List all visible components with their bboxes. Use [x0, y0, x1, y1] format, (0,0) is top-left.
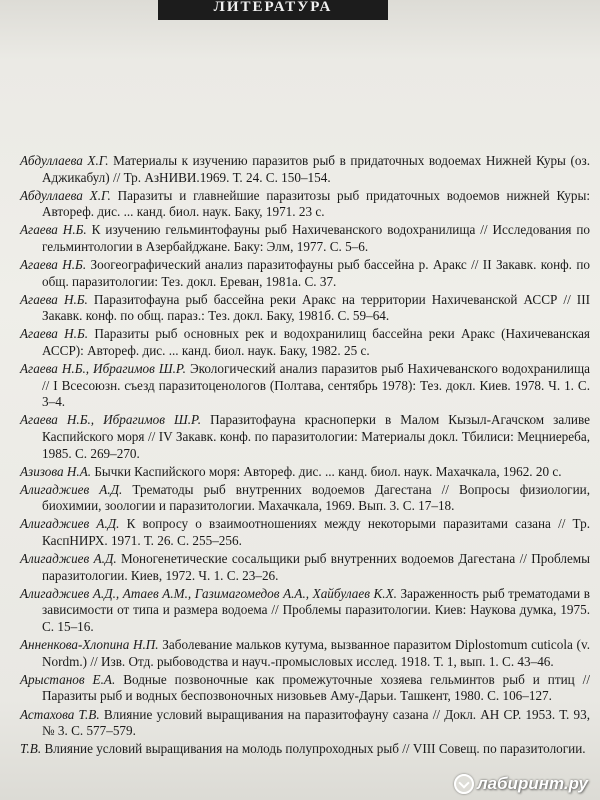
bibliography-entry — [20, 464, 590, 481]
entry-author: Т.В. — [20, 741, 42, 757]
bibliography-entry — [20, 516, 590, 549]
entry-text: Водные позвоночные как промежуточные хозяева гельминтов рыб и птиц // Паразиты рыб и водных беспозвоночных низовьев Аму-Дарьи. Ташкент, 1980. С. 106–127. — [42, 671, 590, 704]
entry-author: Агаева Н.Б., Ибрагимов Ш.Р. — [20, 361, 186, 377]
section-title: ЛИТЕРАТУРА — [213, 0, 333, 15]
watermark-text: лабиринт.ру — [477, 774, 588, 793]
entry-text: Трематоды рыб внутренних водоемов Дагестана // Вопросы физиологии, биохимии, зоологии и паразитологии. Махачкала, 1969. Вып. 3. С. 17–18. — [42, 481, 590, 514]
entry-text: Заболевание мальков кутума, вызванное паразитом Diplostomum cuticola (v. Nordm.) // Изв. Отд. рыбоводства и науч.-промысловых исслед. 1918. Т. 1, вып. 1. С. 43–46. — [42, 637, 590, 669]
check-circle-icon — [454, 774, 474, 794]
entry-text: Паразитофауна рыб бассейна реки Аракс на территории Нахичеванской АССР // III Закавк. конф. по общ. параз.: Тез. докл. Баку, 1981б. С. 59–64. — [42, 291, 590, 324]
entry-author: Агаева Н.Б. — [20, 257, 87, 273]
entry-author: Абдуллаева Х.Г. — [20, 153, 109, 168]
entry-text: К вопросу о взаимоотношениях между некоторыми паразитами сазана // Тр. КаспНИРХ. 1971. Т. 26. С. 255–256. — [42, 516, 590, 549]
watermark — [454, 774, 588, 794]
entry-author: Алигаджиев А.Д. — [20, 516, 120, 532]
entry-author: Агаева Н.Б., Ибрагимов Ш.Р. — [20, 412, 202, 428]
entry-author: Арыстанов Е.А. — [20, 671, 116, 687]
entry-author: Азизова Н.А. — [20, 463, 92, 479]
entry-text: Зоогеографический анализ паразитофауны рыб бассейна р. Аракс // II Закавк. конф. по общ. паразитологии: Тез. докл. Ереван, 1981а. С. 37. — [42, 257, 590, 289]
bibliography-entry — [20, 672, 590, 705]
entry-author: Абдуллаева Х.Г. — [20, 187, 111, 203]
entry-text: Моногенетические сосальщики рыб внутренних водоемов Дагестана // Проблемы паразитологии. Киев, 1972. Ч. 1. С. 23–26. — [42, 551, 590, 583]
entry-text: Материалы к изучению паразитов рыб в придаточных водоемах Нижней Куры (оз. Аджикабул) // Тр. АзНИВИ.1969. Т. 24. С. 150–154. — [42, 153, 590, 185]
entry-author: Астахова Т.В. — [20, 706, 100, 722]
bibliography-entry — [20, 326, 590, 359]
bibliography-entry — [20, 637, 590, 670]
entry-text: Паразиты рыб основных рек и водохранилищ бассейна реки Аракс (Нахичеванская АССР): Автореф. дис. ... канд. биол. наук. Баку, 1982. 25 с. — [42, 326, 591, 359]
entry-author: Агаева Н.Б. — [20, 222, 87, 238]
entry-text: Влияние условий выращивания на паразитофауну сазана // Докл. АН СР. 1953. Т. 93, № 3. С. 577–579. — [42, 706, 590, 739]
bibliography-entry — [20, 741, 590, 758]
bibliography-entry — [20, 257, 590, 290]
bibliography-entry — [20, 188, 590, 221]
entry-author: Агаева Н.Б. — [20, 326, 89, 342]
entry-author: Алигаджиев А.Д. — [20, 481, 123, 497]
entry-text: Экологический анализ паразитов рыб Нахичеванского водохранилища // I Всесоюзн. съезд паразитоценологов (Полтава, сентябрь 1978): Тез. докл. Киев. 1978. Ч. 1. С. 3–4. — [42, 361, 590, 410]
section-header-bar — [158, 0, 388, 20]
entry-text: К изучению гельминтофауны рыб Нахичеванского водохранилища // Исследования по гельминтологии в Азербайджане. Баку: Элм, 1977. С. 5–6. — [42, 222, 590, 254]
entry-author: Алигаджиев А.Д. — [20, 551, 117, 567]
bibliography-entry — [20, 361, 590, 411]
bibliography-entry — [20, 412, 590, 462]
entry-author: Анненкова-Хлопина Н.П. — [20, 637, 159, 653]
bibliography-entry — [20, 707, 590, 740]
bibliography-list — [20, 153, 590, 759]
bibliography-entry — [20, 551, 590, 584]
bibliography-entry — [20, 222, 590, 255]
entry-author: Агаева Н.Б. — [20, 291, 88, 307]
entry-text: Паразиты и главнейшие паразитозы рыб придаточных водоемов нижней Куры: Автореф. дис. ... канд. биол. наук. Баку, 1971. 23 с. — [42, 187, 590, 220]
bibliography-entry — [20, 586, 590, 636]
entry-author: Алигаджиев А.Д., Атаев А.М., Газимагомедов А.А., Хайбулаев К.Х. — [20, 585, 397, 601]
entry-text: Бычки Каспийского моря: Автореф. дис. ... канд. биол. наук. Махачкала, 1962. 20 с. — [91, 463, 562, 479]
bibliography-entry — [20, 482, 590, 515]
bibliography-entry — [20, 292, 590, 325]
entry-text: Влияние условий выращивания на молодь полупроходных рыб // VIII Совещ. по паразитологии. — [41, 741, 586, 757]
entry-text: Зараженность рыб трематодами в зависимости от типа и размера водоема // Проблемы паразитологии. Киев: Наукова думка, 1975. С. 15–16. — [42, 585, 590, 635]
entry-text: Паразитофауна красноперки в Малом Кызыл-Агачском заливе Каспийского моря // IV Закавк. конф. по паразитологии: Материалы докл. Тбилиси: Мецниереба, 1985. С. 269–270. — [42, 412, 590, 461]
bibliography-entry — [20, 153, 590, 186]
